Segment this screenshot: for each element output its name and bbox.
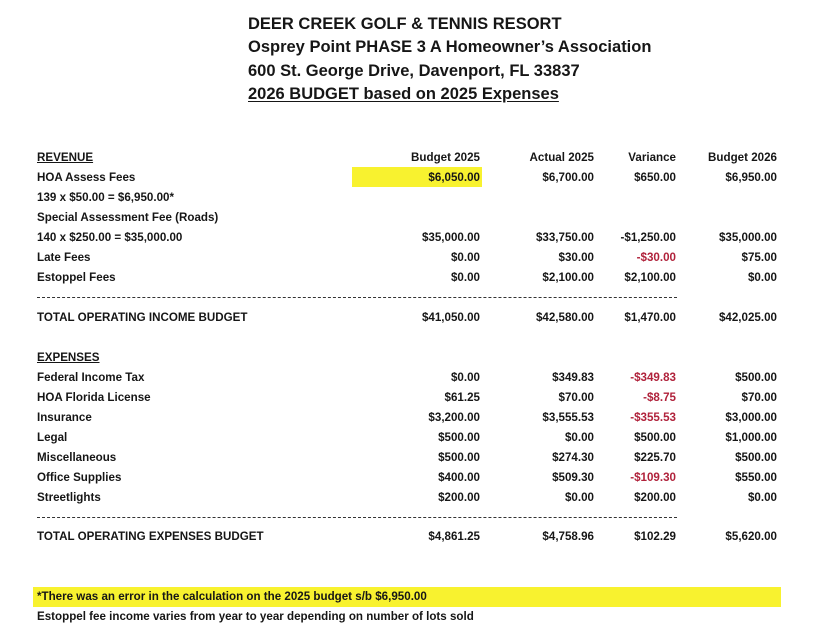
expenses-header-row [0, 348, 820, 368]
variance-value: $500.00 [634, 431, 676, 444]
table-row [0, 468, 820, 488]
table-row [0, 408, 820, 428]
budget-2025-value: $0.00 [450, 251, 480, 264]
budget-2026-value: $500.00 [735, 371, 777, 384]
hoa-calc-text: 139 x $50.00 = $6,950.00* [37, 191, 174, 204]
hoa-fees-row [0, 168, 820, 188]
budget-2025-value: $500.00 [438, 451, 480, 464]
variance-value: $225.70 [634, 451, 676, 464]
variance-value: -$1,250.00 [620, 231, 676, 244]
actual-2025-value: $6,700.00 [542, 171, 594, 184]
budget-2026-value: $500.00 [735, 451, 777, 464]
budget-2026-value: $0.00 [747, 271, 777, 284]
row-label: Office Supplies [37, 471, 122, 484]
actual-2025-value: $3,555.53 [542, 411, 594, 424]
row-label: Legal [37, 431, 68, 444]
variance-value: $200.00 [634, 491, 676, 504]
budget-2025-value: $0.00 [450, 371, 480, 384]
row-label: Federal Income Tax [37, 371, 145, 384]
budget-2026-value: $35,000.00 [718, 231, 777, 244]
estoppel-note: Estoppel fee income varies from year to year depending on number of lots sold [37, 610, 474, 623]
budget-2025-value: $3,200.00 [428, 411, 480, 424]
actual-2025-value: $509.30 [552, 471, 594, 484]
document-header [248, 13, 768, 106]
budget-2026-value: $3,000.00 [725, 411, 777, 424]
budget-2025-value: $41,050.00 [421, 311, 480, 324]
actual-2025-value: $33,750.00 [535, 231, 594, 244]
table-row [0, 448, 820, 468]
col-budget-2026: Budget 2026 [708, 151, 777, 164]
row-label: Miscellaneous [37, 451, 117, 464]
budget-2025-value: $200.00 [438, 491, 480, 504]
actual-2025-value: $0.00 [564, 491, 594, 504]
variance-value: -$109.30 [630, 471, 676, 484]
variance-value: $650.00 [634, 171, 676, 184]
budget-2026-value: $550.00 [735, 471, 777, 484]
budget-2025-value: $500.00 [438, 431, 480, 444]
variance-value: -$30.00 [636, 251, 676, 264]
budget-2026-value: $75.00 [741, 251, 777, 264]
budget-2026-value: $6,950.00 [725, 171, 777, 184]
table-row [0, 388, 820, 408]
budget-2026-value: $1,000.00 [725, 431, 777, 444]
budget-2025-value: $4,861.25 [428, 530, 480, 543]
row-label: Estoppel Fees [37, 271, 116, 284]
col-variance: Variance [628, 151, 676, 164]
hoa-calc-row [0, 188, 820, 208]
revenue-heading: REVENUE [37, 151, 94, 164]
table-row [0, 368, 820, 388]
total-expenses-row [0, 527, 820, 547]
col-budget-2025: Budget 2025 [411, 151, 480, 164]
budget-2025-value: $35,000.00 [421, 231, 480, 244]
expenses-divider [37, 517, 677, 518]
address: 600 St. George Drive, Davenport, FL 33837 [248, 61, 580, 80]
budget-2026-value: $42,025.00 [718, 311, 777, 324]
document-title: 2026 BUDGET based on 2025 Expenses [248, 84, 559, 103]
row-label: HOA Florida License [37, 391, 151, 404]
late-fees-row [0, 248, 820, 268]
actual-2025-value: $30.00 [558, 251, 594, 264]
row-label: HOA Assess Fees [37, 171, 136, 184]
col-actual-2025: Actual 2025 [529, 151, 594, 164]
estoppel-fees-row [0, 268, 820, 288]
row-label: 140 x $250.00 = $35,000.00 [37, 231, 183, 244]
budget-2026-value: $0.00 [747, 491, 777, 504]
row-label: TOTAL OPERATING INCOME BUDGET [37, 311, 248, 324]
budget-2026-value: $5,620.00 [725, 530, 777, 543]
variance-value: -$349.83 [630, 371, 676, 384]
budget-2025-value: $61.25 [444, 391, 480, 404]
row-label: Late Fees [37, 251, 91, 264]
special-assessment-label: Special Assessment Fee (Roads) [37, 211, 219, 224]
expenses-heading: EXPENSES [37, 351, 100, 364]
row-label: Insurance [37, 411, 92, 424]
footnotes [37, 587, 474, 627]
row-label: TOTAL OPERATING EXPENSES BUDGET [37, 530, 264, 543]
variance-value: -$8.75 [643, 391, 676, 404]
revenue-header-row [0, 148, 820, 168]
table-row [0, 488, 820, 508]
association-name: Osprey Point PHASE 3 A Homeowner’s Association [248, 38, 652, 57]
actual-2025-value: $70.00 [558, 391, 594, 404]
variance-value: -$355.53 [630, 411, 676, 424]
roads-calc-row [0, 228, 820, 248]
actual-2025-value: $42,580.00 [535, 311, 594, 324]
variance-value: $1,470.00 [624, 311, 676, 324]
total-income-row [0, 308, 820, 328]
variance-value: $2,100.00 [624, 271, 676, 284]
variance-value: $102.29 [634, 530, 676, 543]
actual-2025-value: $0.00 [564, 431, 594, 444]
row-label: Streetlights [37, 491, 101, 504]
resort-name: DEER CREEK GOLF & TENNIS RESORT [248, 15, 562, 33]
special-assessment-row [0, 208, 820, 228]
actual-2025-value: $274.30 [552, 451, 594, 464]
actual-2025-value: $2,100.00 [542, 271, 594, 284]
table-row [0, 428, 820, 448]
budget-2025-value: $6,050.00 [428, 171, 480, 184]
actual-2025-value: $4,758.96 [542, 530, 594, 543]
revenue-divider [37, 297, 677, 298]
budget-2025-value: $400.00 [438, 471, 480, 484]
budget-2026-value: $70.00 [741, 391, 777, 404]
budget-2025-value: $0.00 [450, 271, 480, 284]
error-note: *There was an error in the calculation on the 2025 budget s/b $6,950.00 [37, 590, 427, 603]
actual-2025-value: $349.83 [552, 371, 594, 384]
